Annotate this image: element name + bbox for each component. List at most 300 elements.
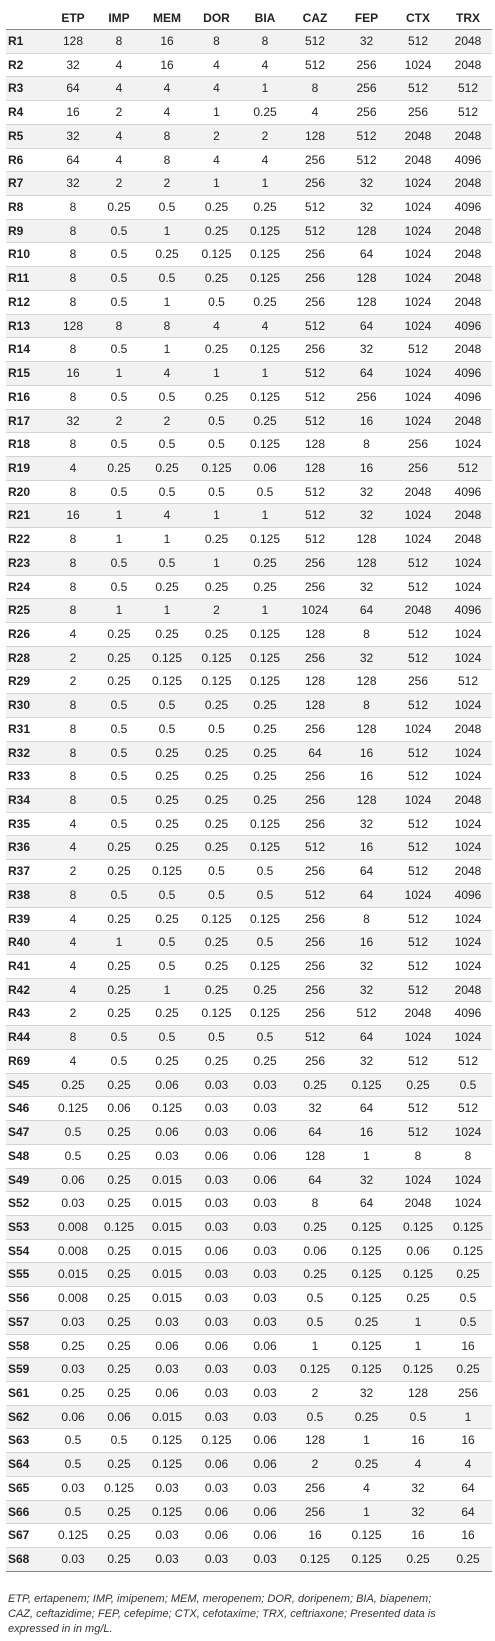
mic-value: 8	[50, 196, 96, 220]
mic-value: 4	[142, 504, 192, 528]
table-row	[6, 1121, 492, 1145]
isolate-id: S56	[6, 1287, 50, 1311]
mic-value: 1024	[392, 219, 444, 243]
mic-value: 8	[50, 694, 96, 718]
mic-value: 4	[241, 148, 289, 172]
mic-value: 0.25	[192, 267, 241, 291]
isolate-id: R8	[6, 196, 50, 220]
mic-value: 512	[289, 362, 341, 386]
mic-value: 0.25	[96, 1500, 142, 1524]
footnote-line: ETP, ertapenem; IMP, imipenem; MEM, meropenem; DOR, doripenem; BIA, biapenem;	[8, 1593, 432, 1605]
isolate-id: R39	[6, 907, 50, 931]
mic-value: 0.5	[192, 860, 241, 884]
isolate-id: R16	[6, 385, 50, 409]
mic-value: 0.03	[241, 1287, 289, 1311]
mic-value: 0.06	[96, 1097, 142, 1121]
mic-value: 0.25	[192, 575, 241, 599]
mic-value: 0.25	[96, 955, 142, 979]
mic-value: 512	[444, 1097, 492, 1121]
mic-value: 1024	[444, 433, 492, 457]
isolate-id: S62	[6, 1405, 50, 1429]
mic-value: 0.25	[241, 1049, 289, 1073]
table-row	[6, 836, 492, 860]
mic-value: 256	[289, 172, 341, 196]
mic-value: 0.25	[50, 1334, 96, 1358]
isolate-id: R28	[6, 646, 50, 670]
mic-value: 1024	[444, 622, 492, 646]
mic-value: 32	[341, 504, 392, 528]
mic-value: 0.03	[192, 1192, 241, 1216]
column-header: ETP	[61, 10, 85, 25]
mic-value: 512	[289, 409, 341, 433]
mic-value: 1	[96, 931, 142, 955]
mic-value: 0.125	[241, 219, 289, 243]
table-row	[6, 172, 492, 196]
mic-value: 0.06	[241, 1500, 289, 1524]
mic-value: 0.03	[192, 1263, 241, 1287]
mic-value: 0.015	[142, 1168, 192, 1192]
mic-value: 0.25	[192, 694, 241, 718]
table-row	[6, 1097, 492, 1121]
mic-value: 256	[341, 77, 392, 101]
mic-value: 256	[289, 1500, 341, 1524]
mic-value: 0.25	[142, 765, 192, 789]
mic-value: 0.06	[289, 1239, 341, 1263]
mic-value: 0.25	[96, 1358, 142, 1382]
mic-value: 0.5	[192, 433, 241, 457]
mic-value: 256	[289, 1476, 341, 1500]
mic-value: 0.25	[96, 1381, 142, 1405]
mic-value: 128	[289, 433, 341, 457]
table-row	[6, 599, 492, 623]
mic-value: 0.06	[192, 1334, 241, 1358]
mic-value: 1	[142, 599, 192, 623]
mic-value: 0.125	[341, 1215, 392, 1239]
mic-value: 0.5	[289, 1405, 341, 1429]
mic-value: 0.25	[142, 622, 192, 646]
mic-value: 32	[392, 1500, 444, 1524]
mic-value: 256	[289, 338, 341, 362]
mic-value: 256	[289, 1002, 341, 1026]
mic-value: 4	[289, 101, 341, 125]
mic-value: 0.25	[96, 907, 142, 931]
mic-value: 256	[289, 290, 341, 314]
mic-value: 64	[341, 860, 392, 884]
table-row	[6, 1548, 492, 1572]
mic-value: 1	[392, 1310, 444, 1334]
mic-value: 8	[50, 575, 96, 599]
table-row	[6, 1381, 492, 1405]
mic-value: 512	[341, 124, 392, 148]
mic-value: 32	[289, 1097, 341, 1121]
mic-value: 512	[392, 836, 444, 860]
mic-value: 0.125	[192, 456, 241, 480]
isolate-id: R11	[6, 267, 50, 291]
mic-value: 4	[392, 1453, 444, 1477]
mic-value: 0.25	[142, 789, 192, 813]
mic-value: 0.125	[96, 1215, 142, 1239]
mic-value: 0.03	[192, 1097, 241, 1121]
table-row	[6, 907, 492, 931]
mic-value: 0.5	[444, 1073, 492, 1097]
mic-value: 2048	[444, 53, 492, 77]
table-row	[6, 765, 492, 789]
isolate-id: S59	[6, 1358, 50, 1382]
mic-value: 8	[341, 622, 392, 646]
mic-value: 0.25	[289, 1073, 341, 1097]
mic-value: 2	[192, 599, 241, 623]
mic-value: 4096	[444, 480, 492, 504]
column-header: CAZ	[302, 10, 328, 25]
mic-value: 0.5	[142, 694, 192, 718]
mic-value: 2048	[444, 243, 492, 267]
table-row	[6, 670, 492, 694]
isolate-id: R40	[6, 931, 50, 955]
mic-value: 1024	[392, 290, 444, 314]
mic-value: 32	[50, 124, 96, 148]
mic-value: 64	[341, 243, 392, 267]
mic-value: 0.125	[289, 1548, 341, 1572]
mic-value: 0.06	[192, 1524, 241, 1548]
mic-value: 0.03	[241, 1239, 289, 1263]
mic-value: 512	[289, 480, 341, 504]
mic-value: 0.125	[444, 1239, 492, 1263]
mic-value: 0.5	[96, 741, 142, 765]
mic-value: 0.25	[96, 1310, 142, 1334]
mic-value: 1	[192, 101, 241, 125]
mic-value: 1	[341, 1429, 392, 1453]
mic-value: 0.25	[96, 1002, 142, 1026]
mic-value: 2048	[444, 30, 492, 54]
isolate-id: R9	[6, 219, 50, 243]
mic-value: 512	[392, 907, 444, 931]
mic-value: 16	[392, 1524, 444, 1548]
mic-value: 16	[341, 836, 392, 860]
mic-value: 0.125	[241, 433, 289, 457]
mic-value: 32	[341, 646, 392, 670]
mic-value: 0.125	[241, 385, 289, 409]
mic-value: 0.03	[241, 1263, 289, 1287]
mic-value: 1	[341, 1144, 392, 1168]
mic-value: 0.125	[241, 836, 289, 860]
mic-value: 512	[392, 575, 444, 599]
mic-value: 0.06	[192, 1500, 241, 1524]
mic-value: 0.03	[241, 1097, 289, 1121]
mic-value: 2	[50, 670, 96, 694]
mic-value: 0.03	[50, 1476, 96, 1500]
mic-value: 1024	[392, 314, 444, 338]
mic-value: 512	[392, 860, 444, 884]
mic-value: 0.03	[241, 1192, 289, 1216]
mic-value: 4096	[444, 385, 492, 409]
isolate-id: R25	[6, 599, 50, 623]
isolate-id: R36	[6, 836, 50, 860]
mic-value: 8	[50, 1026, 96, 1050]
mic-value: 2	[142, 409, 192, 433]
isolate-id: R20	[6, 480, 50, 504]
mic-value: 0.06	[192, 1144, 241, 1168]
mic-value: 0.125	[341, 1334, 392, 1358]
column-header: TRX	[456, 10, 480, 25]
mic-value: 4	[50, 907, 96, 931]
mic-value: 0.25	[96, 836, 142, 860]
mic-value: 0.25	[96, 1548, 142, 1572]
mic-value: 2	[142, 172, 192, 196]
isolate-id: R35	[6, 812, 50, 836]
mic-value: 0.5	[142, 385, 192, 409]
column-header: MEM	[153, 10, 181, 25]
isolate-id: S65	[6, 1476, 50, 1500]
mic-value: 1	[142, 528, 192, 552]
mic-value: 2	[50, 1002, 96, 1026]
mic-value: 4	[192, 314, 241, 338]
table-row	[6, 955, 492, 979]
mic-value: 0.25	[192, 955, 241, 979]
mic-value: 0.125	[142, 1429, 192, 1453]
mic-value: 256	[444, 1381, 492, 1405]
mic-value: 256	[341, 101, 392, 125]
mic-value: 1	[241, 172, 289, 196]
mic-value: 0.06	[142, 1381, 192, 1405]
mic-value: 1024	[392, 883, 444, 907]
mic-value: 8	[289, 77, 341, 101]
mic-value: 1024	[392, 504, 444, 528]
mic-value: 4	[192, 148, 241, 172]
mic-value: 512	[289, 836, 341, 860]
mic-value: 0.25	[192, 741, 241, 765]
table-row	[6, 1239, 492, 1263]
mic-value: 0.125	[392, 1215, 444, 1239]
table-row	[6, 978, 492, 1002]
mic-value: 0.03	[241, 1310, 289, 1334]
mic-value: 0.125	[341, 1548, 392, 1572]
mic-value: 0.06	[192, 1453, 241, 1477]
mic-value: 0.25	[96, 1334, 142, 1358]
mic-value: 1	[96, 599, 142, 623]
footnote-line: CAZ, ceftazidime; FEP, cefepime; CTX, cefotaxime; TRX, ceftriaxone; Presented data is	[8, 1608, 436, 1620]
table-row	[6, 504, 492, 528]
mic-value: 4096	[444, 314, 492, 338]
isolate-id: S47	[6, 1121, 50, 1145]
mic-value: 512	[289, 504, 341, 528]
mic-value: 16	[50, 101, 96, 125]
mic-value: 8	[50, 480, 96, 504]
mic-value: 256	[289, 812, 341, 836]
mic-value: 2048	[444, 860, 492, 884]
mic-value: 0.5	[192, 290, 241, 314]
mic-value: 0.06	[241, 456, 289, 480]
mic-value: 2	[50, 646, 96, 670]
table-row	[6, 196, 492, 220]
mic-value: 0.125	[241, 267, 289, 291]
mic-value: 0.25	[96, 1524, 142, 1548]
mic-value: 0.5	[96, 1429, 142, 1453]
mic-value: 0.25	[192, 812, 241, 836]
mic-value: 256	[341, 53, 392, 77]
mic-value: 0.25	[241, 551, 289, 575]
mic-value: 0.06	[241, 1121, 289, 1145]
table-row	[6, 314, 492, 338]
column-header: CTX	[406, 10, 430, 25]
mic-value: 4	[96, 124, 142, 148]
mic-value: 0.5	[96, 812, 142, 836]
mic-value: 0.125	[142, 860, 192, 884]
isolate-id: S48	[6, 1144, 50, 1168]
mic-value: 2048	[444, 528, 492, 552]
mic-value: 1	[241, 504, 289, 528]
mic-value: 64	[341, 883, 392, 907]
mic-value: 0.25	[96, 622, 142, 646]
mic-value: 0.25	[192, 765, 241, 789]
mic-value: 0.25	[96, 1121, 142, 1145]
mic-value: 0.25	[241, 717, 289, 741]
mic-value: 4096	[444, 196, 492, 220]
mic-value: 2048	[444, 409, 492, 433]
mic-value: 0.25	[341, 1310, 392, 1334]
mic-value: 0.25	[241, 694, 289, 718]
mic-value: 32	[341, 978, 392, 1002]
mic-value: 32	[50, 172, 96, 196]
mic-value: 0.25	[96, 670, 142, 694]
isolate-id: R18	[6, 433, 50, 457]
mic-value: 1024	[392, 528, 444, 552]
mic-value: 512	[289, 883, 341, 907]
mic-value: 4	[50, 836, 96, 860]
mic-value: 256	[289, 1049, 341, 1073]
mic-value: 0.25	[192, 338, 241, 362]
mic-value: 0.06	[142, 1334, 192, 1358]
mic-value: 16	[444, 1524, 492, 1548]
mic-value: 0.125	[241, 907, 289, 931]
table-row	[6, 1026, 492, 1050]
isolate-id: R26	[6, 622, 50, 646]
isolate-id: R21	[6, 504, 50, 528]
mic-value: 2048	[392, 1002, 444, 1026]
mic-value: 128	[289, 622, 341, 646]
mic-value: 2	[96, 101, 142, 125]
mic-value: 8	[50, 551, 96, 575]
mic-value: 0.125	[341, 1239, 392, 1263]
mic-value: 8	[341, 433, 392, 457]
mic-value: 1	[241, 362, 289, 386]
mic-value: 0.03	[192, 1476, 241, 1500]
mic-value: 16	[341, 741, 392, 765]
mic-value: 32	[341, 1049, 392, 1073]
table-row	[6, 362, 492, 386]
mic-value: 2048	[392, 599, 444, 623]
mic-value: 0.015	[50, 1263, 96, 1287]
mic-value: 0.25	[142, 907, 192, 931]
mic-value: 16	[289, 1524, 341, 1548]
mic-value: 4	[50, 978, 96, 1002]
table-row	[6, 1144, 492, 1168]
mic-value: 4	[142, 77, 192, 101]
mic-value: 0.5	[96, 385, 142, 409]
mic-value: 0.5	[142, 1026, 192, 1050]
mic-value: 0.25	[96, 1168, 142, 1192]
table-row	[6, 1310, 492, 1334]
mic-value: 0.125	[142, 646, 192, 670]
mic-value: 256	[392, 456, 444, 480]
table-row	[6, 409, 492, 433]
mic-value: 64	[50, 148, 96, 172]
table-row	[6, 456, 492, 480]
mic-value: 0.125	[192, 646, 241, 670]
mic-value: 0.06	[241, 1429, 289, 1453]
isolate-id: S58	[6, 1334, 50, 1358]
mic-value: 16	[341, 409, 392, 433]
mic-value: 0.5	[241, 480, 289, 504]
mic-value: 1	[142, 338, 192, 362]
mic-value: 0.25	[96, 1263, 142, 1287]
mic-value: 128	[289, 694, 341, 718]
table-row	[6, 1049, 492, 1073]
mic-value: 0.03	[142, 1476, 192, 1500]
mic-value: 0.5	[444, 1287, 492, 1311]
column-header: DOR	[203, 10, 230, 25]
mic-value: 8	[96, 30, 142, 54]
mic-value: 4	[50, 955, 96, 979]
isolate-id: R43	[6, 1002, 50, 1026]
mic-value: 512	[392, 765, 444, 789]
mic-value: 128	[341, 551, 392, 575]
mic-value: 0.25	[241, 409, 289, 433]
mic-value: 512	[392, 741, 444, 765]
mic-value: 1024	[392, 362, 444, 386]
isolate-id: S61	[6, 1381, 50, 1405]
mic-value: 512	[392, 30, 444, 54]
mic-table	[6, 6, 492, 1572]
mic-value: 2	[289, 1453, 341, 1477]
mic-value: 1	[142, 978, 192, 1002]
mic-value: 0.125	[50, 1097, 96, 1121]
mic-value: 8	[50, 789, 96, 813]
mic-value: 1024	[392, 53, 444, 77]
mic-value: 0.5	[241, 1026, 289, 1050]
mic-value: 1024	[392, 409, 444, 433]
mic-value: 1024	[444, 812, 492, 836]
mic-value: 8	[50, 599, 96, 623]
mic-value: 8	[50, 528, 96, 552]
mic-value: 0.25	[192, 219, 241, 243]
mic-value: 8	[392, 1144, 444, 1168]
isolate-id: R32	[6, 741, 50, 765]
mic-value: 512	[392, 978, 444, 1002]
mic-value: 0.03	[241, 1476, 289, 1500]
mic-value: 0.5	[289, 1310, 341, 1334]
mic-value: 16	[341, 931, 392, 955]
mic-value: 0.5	[96, 1026, 142, 1050]
mic-value: 1	[192, 504, 241, 528]
mic-value: 128	[50, 314, 96, 338]
isolate-id: R12	[6, 290, 50, 314]
mic-value: 512	[289, 196, 341, 220]
mic-value: 0.25	[192, 385, 241, 409]
mic-value: 128	[392, 1381, 444, 1405]
mic-value: 0.03	[192, 1358, 241, 1382]
mic-value: 0.03	[142, 1310, 192, 1334]
mic-value: 8	[96, 314, 142, 338]
mic-value: 0.125	[241, 622, 289, 646]
mic-value: 256	[392, 101, 444, 125]
mic-value: 4	[142, 362, 192, 386]
mic-value: 0.5	[142, 717, 192, 741]
mic-value: 0.25	[142, 836, 192, 860]
mic-value: 64	[341, 1192, 392, 1216]
mic-value: 2	[50, 860, 96, 884]
mic-value: 4	[444, 1453, 492, 1477]
mic-value: 512	[444, 1049, 492, 1073]
